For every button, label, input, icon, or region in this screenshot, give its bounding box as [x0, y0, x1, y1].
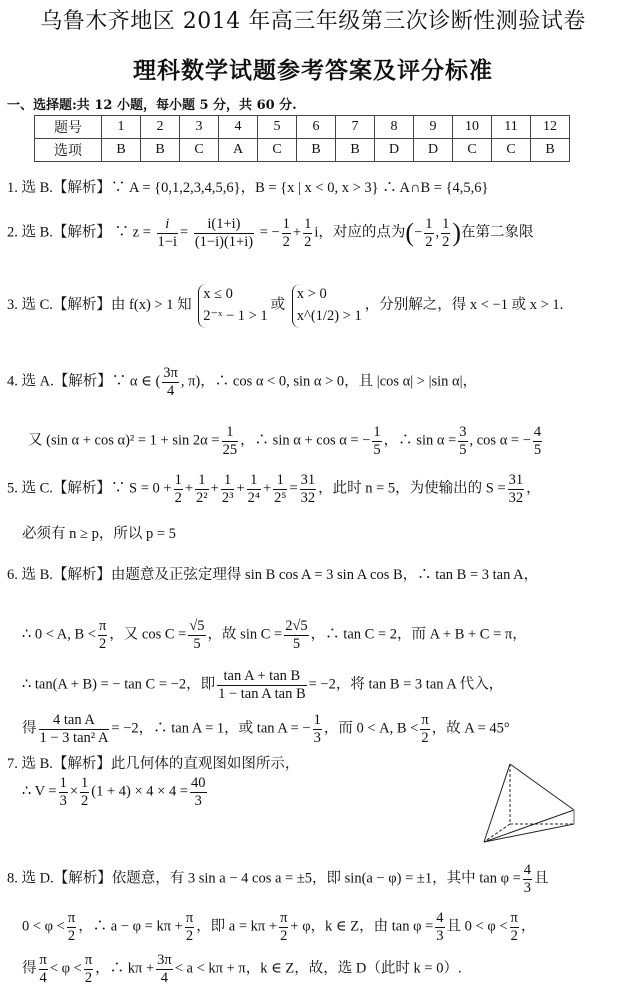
- denominator: 3: [194, 792, 202, 809]
- fraction: [247, 472, 261, 506]
- pyramid-figure: [478, 758, 578, 848]
- numerator: 31: [508, 472, 524, 488]
- answer-row: [35, 139, 570, 162]
- denominator: 2³: [221, 489, 234, 506]
- fraction: [188, 618, 205, 652]
- numerator: 4: [533, 424, 542, 440]
- fraction: [156, 952, 173, 986]
- question-number: 4: [219, 116, 258, 139]
- denominator: 2: [421, 729, 429, 746]
- question-number: 2: [141, 116, 180, 139]
- solution-q3: [7, 284, 563, 328]
- numerator: 1: [373, 424, 381, 440]
- expr: ∴ 0 < A, B <: [22, 626, 96, 643]
- fraction: [424, 216, 433, 250]
- question-number: 9: [414, 116, 453, 139]
- fraction: [458, 424, 467, 458]
- solution-q8-line1: [7, 862, 549, 896]
- question-number-row: [35, 116, 570, 139]
- expr: −: [414, 224, 423, 241]
- denominator: 2: [282, 233, 290, 250]
- numerator: 1: [313, 712, 321, 728]
- solution-prefix: 4. 选 A.【解析】: [7, 373, 112, 390]
- expr: ，: [520, 918, 536, 935]
- expr: ×: [69, 783, 79, 800]
- question-number: 6: [297, 116, 336, 139]
- answer-cell: B: [141, 139, 180, 162]
- denominator: 2: [304, 233, 312, 250]
- denominator: 2: [84, 969, 93, 986]
- expr: ∵ z =: [114, 224, 151, 241]
- expr: ，∴ tan C = 2，而 A + B + C = π，: [310, 626, 527, 643]
- denominator: 2: [174, 489, 182, 506]
- expr: ，而 0 < A, B <: [323, 720, 419, 737]
- inequality-system: [198, 284, 267, 328]
- expr: ∴ tan(A + B) = − tan C = −2，即: [22, 676, 216, 693]
- denominator: 2: [81, 792, 89, 809]
- expr: 在第二象限: [461, 224, 534, 241]
- expr: ，∴ sin α =: [383, 432, 457, 449]
- solution-prefix: 1. 选 B.【解析】: [7, 180, 111, 196]
- fraction: [372, 424, 381, 458]
- question-number: 3: [180, 116, 219, 139]
- question-number: 7: [336, 116, 375, 139]
- answer-cell: D: [375, 139, 414, 162]
- denominator: 32: [508, 489, 524, 506]
- fraction: [157, 216, 178, 250]
- denominator: 5: [193, 635, 201, 652]
- expr: 依题意，有 3 sin a − 4 cos a = ±5，即 sin(a − φ) = ±1，其中 tan φ =: [111, 870, 521, 887]
- numerator: 31: [300, 472, 316, 488]
- fraction: [222, 424, 239, 458]
- expr: ∵ α ∈ (: [111, 373, 161, 390]
- numerator: 1: [247, 472, 261, 490]
- answer-cell: B: [102, 139, 141, 162]
- solution-q8-line2: [22, 910, 535, 944]
- numerator: 3: [459, 424, 467, 440]
- numerator: 1: [174, 472, 182, 488]
- solution-q4-line2: [28, 424, 544, 458]
- expr: 2⁻ˣ − 1 > 1: [203, 307, 268, 324]
- numerator: π: [84, 952, 93, 968]
- expr: = −2，将 tan B = 3 tan A 代入，: [308, 676, 504, 693]
- fraction: [190, 775, 207, 809]
- fraction: [174, 472, 183, 506]
- denominator: 3: [523, 879, 531, 896]
- question-number: 1: [102, 116, 141, 139]
- solution-text: ∵ A = {0,1,2,3,4,5,6}，B = {x | x < 0, x > 3} ∴ A∩B = {4,5,6}: [110, 180, 489, 196]
- answer-cell: B: [531, 139, 570, 162]
- answer-cell: C: [492, 139, 531, 162]
- numerator: 1: [442, 216, 450, 232]
- solution-q7-line2: [22, 775, 209, 809]
- denominator: 25: [222, 441, 238, 458]
- fraction: [508, 472, 525, 506]
- denominator: 1−i: [157, 233, 178, 250]
- fraction: [84, 952, 93, 986]
- denominator: 3: [59, 792, 67, 809]
- denominator: 5: [373, 441, 381, 458]
- numerator: π: [98, 618, 107, 634]
- fraction: [282, 216, 291, 250]
- solution-q6-line4: [22, 712, 510, 746]
- fraction: [98, 618, 107, 652]
- numerator: 1: [222, 424, 239, 442]
- solution-prefix: 5. 选 C.【解析】: [7, 480, 111, 497]
- numerator: π: [421, 712, 429, 728]
- denominator: 2: [280, 927, 288, 944]
- denominator: 1 − tan A tan B: [218, 685, 306, 702]
- denominator: 5: [292, 635, 301, 652]
- solution-q7-line1: [7, 752, 299, 773]
- question-number: 8: [375, 116, 414, 139]
- numerator: 4: [523, 862, 531, 878]
- fraction: [303, 216, 312, 250]
- answer-cell: B: [336, 139, 375, 162]
- denominator: 2: [98, 635, 107, 652]
- solution-prefix: 8. 选 D.【解析】: [7, 870, 112, 887]
- expr: < φ <: [49, 960, 82, 977]
- question-number: 10: [453, 116, 492, 139]
- fraction: [221, 472, 235, 506]
- denominator: 4: [160, 969, 169, 986]
- denominator: 2: [425, 233, 433, 250]
- denominator: 2: [442, 233, 450, 250]
- numerator: 1: [59, 775, 67, 791]
- fraction: [510, 910, 519, 944]
- answer-key-title: 理科数学试题参考答案及评分标准: [133, 57, 493, 84]
- exam-title: 乌鲁木齐地区 2014 年高三年级第三次诊断性测验试卷: [40, 9, 586, 34]
- expr: ∴ V =: [22, 783, 57, 800]
- answer-cell: B: [297, 139, 336, 162]
- fraction: [441, 216, 450, 250]
- fraction: [273, 472, 287, 506]
- denominator: 3: [436, 927, 444, 944]
- expr: ，∴ a − φ = kπ +: [78, 918, 183, 935]
- expr: +: [292, 224, 302, 241]
- expr: = −2，∴ tan A = 1，或 tan A = −: [111, 720, 311, 737]
- expr: i，对应的点为: [314, 224, 406, 241]
- expr: x ≤ 0: [203, 286, 233, 302]
- answer-table: [34, 115, 570, 162]
- fraction: [217, 668, 307, 702]
- answer-cell: C: [258, 139, 297, 162]
- numerator: 1: [221, 472, 235, 490]
- row-label: 题号: [35, 116, 102, 139]
- question-number: 5: [258, 116, 297, 139]
- fraction: [284, 618, 308, 652]
- denominator: (1−i)(1+i): [194, 233, 254, 250]
- solution-q5-line1: 5. 选 C.【解析】∵ S = 0 + $\frac{1}{2}$ + $\frac{1}{\text{2²}}$ + $\frac{1}{\text{2³}}$ + $\frac{1}{\text{2⁴}}$ + $\frac{1}{\text{2⁵}}$ = $\frac{31}{32}$ ，此时 n = 5，为使输出的 S = $\frac{31}{32}$ ，: [7, 472, 541, 506]
- numerator: π: [39, 952, 47, 968]
- expr: , π)，∴ cos α < 0, sin α > 0，且 |cos α| > |sin α|，: [180, 373, 478, 390]
- denominator: 2⁵: [274, 489, 287, 506]
- numerator: 1: [195, 472, 209, 490]
- expr: ，∴ sin α + cos α = −: [240, 432, 371, 449]
- fraction: [162, 365, 179, 399]
- expr: ，∴ kπ +: [95, 960, 155, 977]
- solution-prefix: 2. 选 B.【解析】: [7, 224, 111, 241]
- row-label: 选项: [35, 139, 102, 162]
- answer-cell: C: [453, 139, 492, 162]
- numerator: 2√5: [285, 618, 308, 634]
- numerator: 4 tan A: [39, 712, 110, 730]
- expr: ，分别解之，得 x < −1 或 x > 1.: [364, 297, 564, 314]
- expr: 且: [534, 870, 549, 887]
- solution-q5-line2: 必须有 n ≥ p，所以 p = 5: [22, 526, 176, 542]
- expr: 此几何体的直观图如图所示，: [110, 756, 300, 772]
- denominator: 4: [166, 382, 175, 399]
- numerator: 1: [425, 216, 433, 232]
- expr: 或: [270, 297, 286, 314]
- denominator: 2²: [196, 489, 208, 506]
- fraction: [435, 910, 444, 944]
- denominator: 3: [313, 729, 321, 746]
- numerator: i: [157, 216, 178, 234]
- expr: 又 (sin α + cos α)² = 1 + sin 2α =: [28, 432, 220, 449]
- expr: x > 0: [296, 286, 327, 302]
- question-number: 12: [531, 116, 570, 139]
- numerator: i(1+i): [194, 216, 254, 234]
- expr: ，此时 n = 5，为使输出的 S =: [318, 480, 506, 497]
- fraction: [420, 712, 429, 746]
- denominator: 2: [510, 927, 518, 944]
- numerator: tan A + tan B: [217, 668, 307, 686]
- answer-cell: A: [219, 139, 258, 162]
- expr: < a < kπ + π，k ∈ Z，故，选 D（此时 k = 0）.: [174, 960, 462, 977]
- solution-q6-line2: [22, 618, 527, 652]
- denominator: 2: [67, 927, 76, 944]
- numerator: 1: [81, 775, 89, 791]
- fraction: [194, 216, 254, 250]
- expr: (1 + 4) × 4 × 4 =: [91, 783, 189, 800]
- solution-prefix: 6. 选 B.【解析】: [7, 567, 111, 583]
- denominator: 2⁴: [247, 489, 260, 506]
- numerator: 1: [304, 216, 312, 232]
- expr: 且 0 < φ <: [446, 918, 508, 935]
- numerator: 3π: [157, 952, 172, 968]
- answer-cell: D: [414, 139, 453, 162]
- fraction: [300, 472, 317, 506]
- fraction: [185, 910, 194, 944]
- denominator: 4: [39, 969, 47, 986]
- fraction: [67, 910, 76, 944]
- fraction: [523, 862, 532, 896]
- fraction: [39, 712, 110, 746]
- section-heading: 一、选择题:共 12 小题，每小题 5 分，共 60 分.: [7, 98, 297, 113]
- solution-prefix: 3. 选 C.【解析】: [7, 297, 111, 314]
- numerator: π: [510, 910, 518, 926]
- solution-q2: 2. 选 B.【解析】 ∵ z = $\frac{i}{1-i}$ = $\frac{i(1+i)}{(1-i)(1+i)}$ = − $\frac{1}{2}$ + $\frac{1}{2}$ i，对应的点为(− $\frac{1}{2}$ , $\frac{1}{2}$ )在第二象限: [7, 216, 534, 250]
- numerator: 1: [282, 216, 290, 232]
- solution-prefix: 7. 选 B.【解析】: [7, 756, 111, 772]
- numerator: π: [185, 910, 194, 926]
- denominator: 32: [300, 489, 316, 506]
- expr: 得: [22, 720, 37, 737]
- expr: = −: [259, 224, 280, 241]
- fraction: [533, 424, 542, 458]
- solution-q6-line3: [22, 668, 503, 702]
- fraction: [279, 910, 288, 944]
- expr: x^(1/2) > 1: [296, 307, 362, 324]
- expr: ∵ S = 0 +: [110, 480, 172, 497]
- solution-q1: [7, 176, 489, 197]
- fraction: [80, 775, 89, 809]
- denominator: 1 − 3 tan² A: [39, 729, 109, 746]
- numerator: π: [67, 910, 76, 926]
- expr: ，故 A = 45°: [431, 720, 510, 737]
- fraction: [313, 712, 322, 746]
- expr: 由题意及正弦定理得 sin B cos A = 3 sin A cos B，∴ tan B = 3 tan A，: [110, 567, 539, 583]
- numerator: 1: [273, 472, 287, 490]
- expr: ，即 a = kπ +: [196, 918, 278, 935]
- solution-q4-line1: [7, 365, 477, 399]
- numerator: 3π: [163, 365, 178, 381]
- expr: ，又 cos C =: [109, 626, 187, 643]
- denominator: 5: [459, 441, 467, 458]
- numerator: 40: [191, 775, 206, 791]
- expr: 得: [22, 960, 37, 977]
- inequality-system: [292, 284, 362, 328]
- denominator: 2: [185, 927, 194, 944]
- numerator: 4: [436, 910, 444, 926]
- solution-q8-line3: [22, 952, 462, 986]
- numerator: √5: [189, 618, 205, 634]
- denominator: 5: [533, 441, 542, 458]
- expr: 由 f(x) > 1 知: [110, 297, 192, 314]
- expr: , cos α = −: [469, 432, 531, 449]
- solution-q6-line1: [7, 563, 538, 584]
- fraction: [59, 775, 68, 809]
- fraction: [39, 952, 48, 986]
- numerator: π: [280, 910, 288, 926]
- fraction: [195, 472, 209, 506]
- expr: + φ，k ∈ Z，由 tan φ =: [290, 918, 434, 935]
- expr: 0 < φ <: [22, 918, 65, 935]
- expr: ，故 sin C =: [207, 626, 283, 643]
- question-number: 11: [492, 116, 531, 139]
- answer-cell: C: [180, 139, 219, 162]
